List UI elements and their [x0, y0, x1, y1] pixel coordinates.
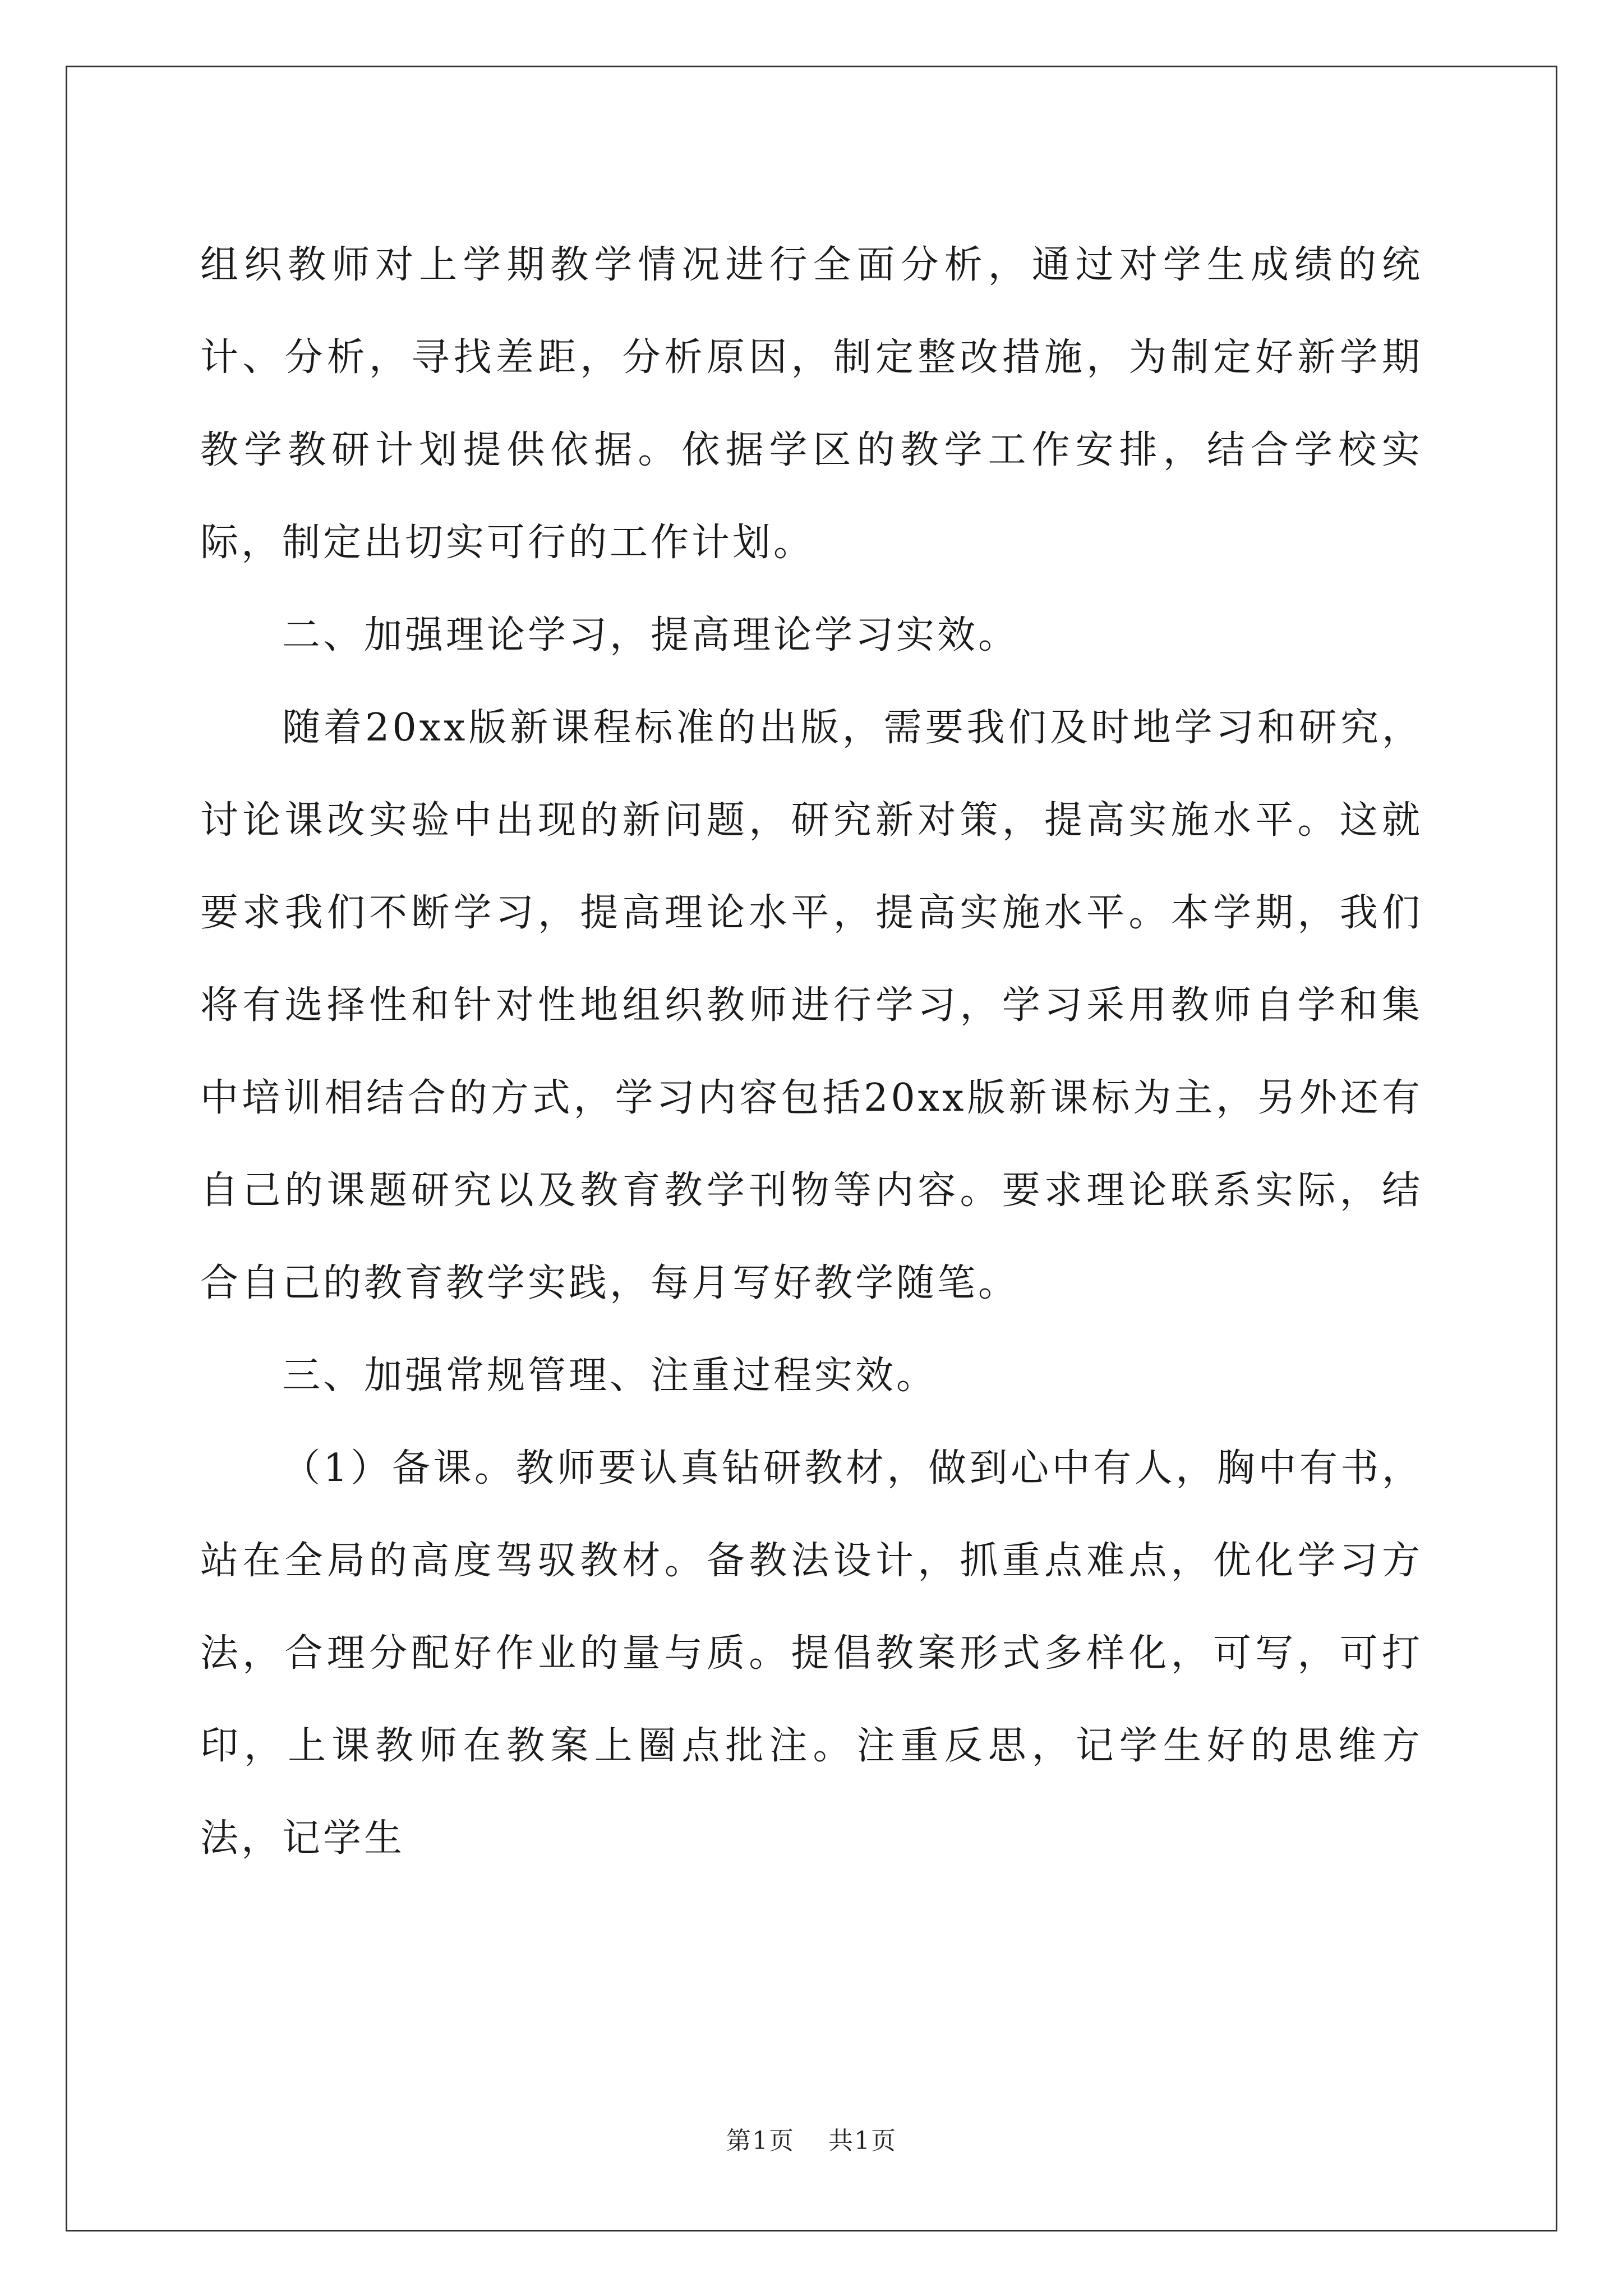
document-body: [200, 219, 1423, 1885]
paragraph-analysis: 组织教师对上学期教学情况进行全面分析，通过对学生成绩的统计、分析，寻找差距，分析原因，制定整改措施，为制定好新学期教学教研计划提供依据。依据学区的教学工作安排，结合学校实际，制定出切实可行的工作计划。: [200, 243, 1423, 565]
page-footer: [0, 2120, 1623, 2156]
heading-section-2: 二、加强理论学习，提高理论学习实效。: [282, 613, 1020, 657]
paragraph-lesson-prep: （1）备课。教师要认真钻研教材，做到心中有人，胸中有书，站在全局的高度驾驭教材。备教法设计，抓重点难点，优化学习方法，合理分配好作业的量与质。提倡教案形式多样化，可写，可打印，上课教师在教案上圈点批注。注重反思，记学生好的思维方法，记学生: [200, 1446, 1423, 1861]
heading-section-3: 三、加强常规管理、注重过程实效。: [282, 1354, 938, 1398]
page-total: 共1页: [828, 2127, 897, 2155]
paragraph-theory-study: 随着20xx版新课程标准的出版，需要我们及时地学习和研究，讨论课改实验中出现的新问题，研究新对策，提高实施水平。这就要求我们不断学习，提高理论水平，提高实施水平。本学期，我们将有选择性和针对性地组织教师进行学习，学习采用教师自学和集中培训相结合的方式，学习内容包括20xx版新课标为主，另外还有自己的课题研究以及教育教学刊物等内容。要求理论联系实际，结合自己的教育教学实践，每月写好教学随笔。: [200, 706, 1423, 1305]
page-number: 第1页: [726, 2127, 795, 2155]
